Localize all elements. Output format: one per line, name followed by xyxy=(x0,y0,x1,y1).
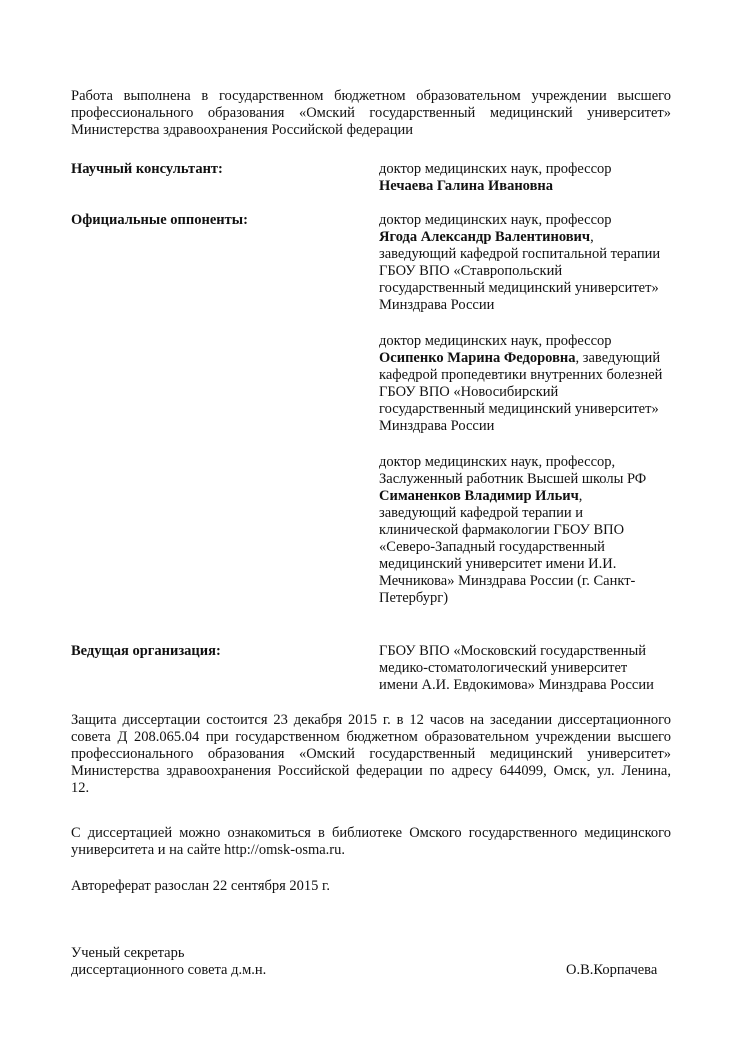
intro-line: Министерства здравоохранения Российской федерации xyxy=(71,122,413,138)
opponent-name-suffix: , заведующий xyxy=(575,350,661,366)
opponent-line: заведующий кафедрой госпитальной терапии xyxy=(379,246,661,262)
defense-paragraph xyxy=(71,712,671,797)
opponents-label: Официальные оппоненты: xyxy=(71,212,248,228)
consultant-name: Нечаева Галина Ивановна xyxy=(379,178,554,194)
secretary-name: О.В.Корпачева xyxy=(566,962,658,978)
opponent-name: Ягода Александр Валентинович xyxy=(379,229,591,245)
leading-org-line: имени А.И. Евдокимова» Минздрава России xyxy=(379,677,654,693)
defense-line: Министерства здравоохранения Российской федерации по адресу 644099, Омск, ул. Ленина, xyxy=(71,763,671,779)
opponent-line: «Северо-Западный государственный xyxy=(379,539,605,555)
consultant-degree: доктор медицинских наук, профессор xyxy=(379,161,612,177)
opponent-line: кафедрой пропедевтики внутренних болезней xyxy=(379,367,663,383)
leading-org-line: ГБОУ ВПО «Московский государственный xyxy=(379,643,647,659)
opponent-name: Симаненков Владимир Ильич xyxy=(379,488,579,504)
opponent-degree: доктор медицинских наук, профессор xyxy=(379,333,612,349)
secretary-council: диссертационного совета д.м.н. xyxy=(71,962,267,978)
intro-line: Работа выполнена в государственном бюджетном образовательном учреждении высшего xyxy=(71,88,671,104)
consultant-block xyxy=(379,161,679,195)
opponent-line: государственный медицинский университет» xyxy=(379,401,659,417)
opponent-entry xyxy=(379,454,679,607)
opponent-degree: доктор медицинских наук, профессор xyxy=(379,212,612,228)
opponent-name: Осипенко Марина Федоровна xyxy=(379,350,576,366)
opponent-line: Минздрава России xyxy=(379,297,495,313)
opponent-line: медицинский университет имени И.И. xyxy=(379,556,617,572)
opponent-line: Минздрава России xyxy=(379,418,495,434)
opponent-line: ГБОУ ВПО «Новосибирский xyxy=(379,384,559,400)
intro-line: профессионального образования «Омский государственный медицинский университет» xyxy=(71,105,671,121)
opponent-line: Петербург) xyxy=(379,590,449,606)
opponent-entry xyxy=(379,212,679,314)
secretary-title: Ученый секретарь xyxy=(71,945,185,961)
opponent-name-suffix: , xyxy=(590,229,594,245)
opponent-degree: доктор медицинских наук, профессор, xyxy=(379,454,616,470)
leading-org-block xyxy=(379,643,679,694)
intro-paragraph xyxy=(71,88,671,139)
library-line: С диссертацией можно ознакомиться в библиотеке Омского государственного медицинского xyxy=(71,825,671,841)
consultant-label: Научный консультант: xyxy=(71,161,223,177)
opponent-entry xyxy=(379,333,679,435)
library-line: университета и на сайте http://omsk-osma.ru. xyxy=(71,842,345,858)
opponent-line: Мечникова» Минздрава России (г. Санкт- xyxy=(379,573,636,589)
opponent-line: ГБОУ ВПО «Ставропольский xyxy=(379,263,563,279)
opponent-line: заведующий кафедрой терапии и xyxy=(379,505,584,521)
sent-date-text: Автореферат разослан 22 сентября 2015 г. xyxy=(71,878,330,894)
leading-org-line: медико-стоматологический университет xyxy=(379,660,628,676)
opponent-line: клинической фармакологии ГБОУ ВПО xyxy=(379,522,625,538)
defense-line: совета Д 208.065.04 при государственном бюджетном образовательном учреждении высшего xyxy=(71,729,671,745)
defense-line: Защита диссертации состоится 23 декабря 2015 г. в 12 часов на заседании диссертационного xyxy=(71,712,671,728)
library-paragraph xyxy=(71,825,671,859)
opponent-name-suffix: , xyxy=(578,488,583,504)
defense-line: 12. xyxy=(71,780,90,796)
leading-org-label: Ведущая организация: xyxy=(71,643,221,659)
defense-line: профессионального образования «Омский государственный медицинский университет» xyxy=(71,746,671,762)
opponent-line: государственный медицинский университет» xyxy=(379,280,659,296)
opponent-title: Заслуженный работник Высшей школы РФ xyxy=(379,471,647,487)
